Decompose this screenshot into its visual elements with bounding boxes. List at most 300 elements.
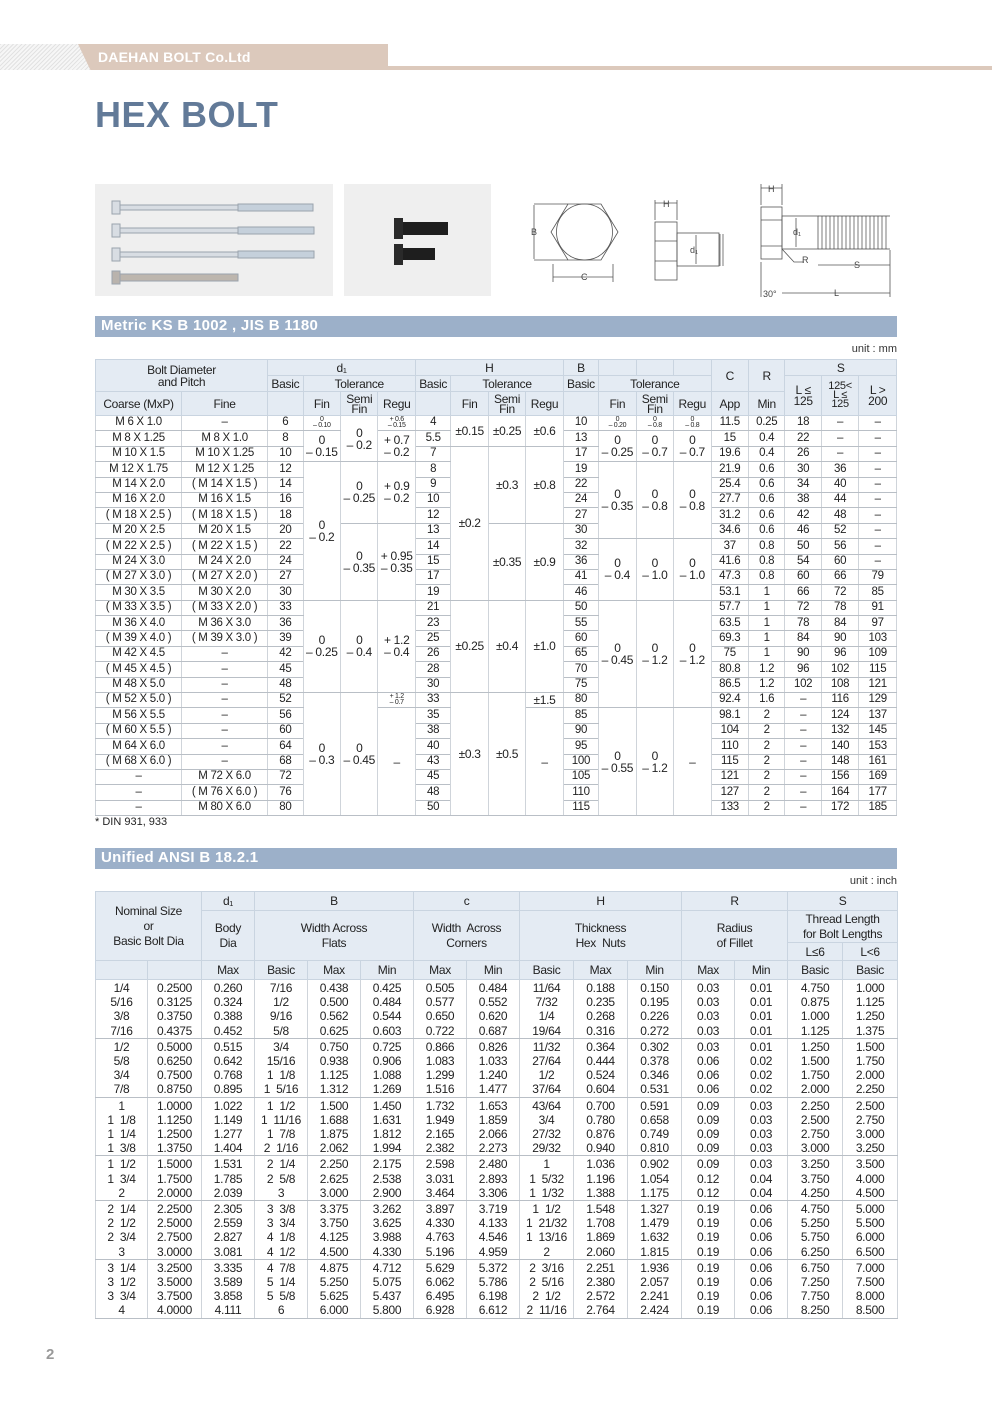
- header-sub-max: Max: [202, 961, 255, 980]
- unified-cell-value: 3/4: [113, 1068, 130, 1083]
- metric-unit: unit : mm: [851, 343, 897, 355]
- unified-cell-value: 3.464: [425, 1185, 455, 1200]
- s-l-gt-200: 145: [859, 723, 897, 738]
- unified-cell-value: 2.380: [586, 1275, 615, 1290]
- h-basic: [520, 1156, 574, 1201]
- tolerance-H-fin: ±0.25: [451, 600, 488, 692]
- fine-size: –: [182, 693, 268, 708]
- unified-table-row-group: [96, 1097, 898, 1156]
- h-basic: 48: [415, 785, 450, 800]
- header-rule: [386, 66, 992, 70]
- unified-cell-value: 4.500: [855, 1185, 885, 1200]
- b-basic: 65: [563, 646, 598, 661]
- unified-cell-value: 1 11/16: [260, 1112, 302, 1127]
- coarse-size: ( M 45 X 4.5 ): [96, 662, 182, 677]
- s-l-le-125: 90: [785, 646, 821, 661]
- unified-cell-value: 4 1/8: [266, 1230, 296, 1245]
- header-stripe-decoration: [0, 44, 90, 70]
- unified-cell-value: 3 1/4: [107, 1260, 136, 1275]
- tolerance-B-fin: 0 – 0.45: [599, 600, 636, 708]
- unified-cell-value: 0.780: [586, 1112, 615, 1127]
- nominal-decimal: [148, 980, 202, 1039]
- s-l-gt-200: 91: [859, 600, 897, 615]
- tolerance-B-regu: 0 – 1.2: [674, 600, 711, 708]
- unified-table-row-group: [96, 1259, 898, 1318]
- s-l-125-200: 66: [821, 569, 858, 584]
- unified-cell-value: 0.03: [750, 1141, 773, 1156]
- header-H-semi: Semi Fin: [488, 392, 525, 416]
- unified-cell-value: 3: [277, 1185, 285, 1200]
- s-l-125-200: 72: [821, 585, 858, 600]
- tolerance-d1-regu: –: [378, 708, 415, 816]
- h-basic: 9: [415, 477, 450, 492]
- header-sub-basic: Basic: [520, 961, 574, 980]
- c-app: 31.2: [711, 508, 748, 523]
- coarse-size: ( M 52 X 5.0 ): [96, 693, 182, 708]
- unified-cell-value: 0.09: [697, 1157, 720, 1172]
- h-basic: 12: [415, 508, 450, 523]
- unified-cell-value: 1 3/4: [107, 1171, 136, 1186]
- h-basic: 50: [415, 800, 450, 815]
- tolerance-B-semi: 0 – 1.2: [636, 600, 673, 708]
- header-S: S: [785, 360, 897, 376]
- unified-cell-value: 4 7/8: [266, 1260, 296, 1275]
- unified-cell-value: 1: [543, 1157, 550, 1172]
- tolerance-B-fin: 0 – 0.35: [599, 462, 636, 539]
- unified-cell-value: 3.306: [478, 1185, 508, 1200]
- r-min: 0.8: [748, 539, 784, 554]
- unified-cell-value: 3.031: [425, 1171, 455, 1186]
- b-min: [361, 1038, 414, 1097]
- header-C: C: [711, 360, 748, 392]
- s-l-le-6: [788, 1097, 843, 1156]
- tolerance-B-fin: 0 – 0.20: [599, 416, 636, 431]
- s-l-125-200: 44: [821, 492, 858, 507]
- s-l-le-125: 18: [785, 416, 821, 431]
- unified-cell-value: 1.500: [800, 1054, 830, 1069]
- unified-cell-value: 0.725: [372, 1039, 402, 1054]
- s-l-gt-200: –: [859, 539, 897, 554]
- unified-cell-value: 0.940: [586, 1141, 615, 1156]
- unified-cell-value: 5.075: [372, 1275, 402, 1290]
- unified-cell-value: 2.750: [800, 1127, 830, 1142]
- d1-basic: 72: [268, 769, 303, 784]
- unified-cell-value: 2.060: [586, 1244, 615, 1259]
- nominal-fraction: [96, 1097, 148, 1156]
- nominal-decimal: [148, 1097, 202, 1156]
- tolerance-d1-fin: 0 – 0.3: [303, 693, 340, 816]
- c-app: 80.8: [711, 662, 748, 677]
- unified-cell-value: 2.750: [855, 1112, 885, 1127]
- unified-cell-value: 3.0000: [157, 1244, 192, 1259]
- unified-cell-value: 43/64: [532, 1098, 561, 1113]
- unified-cell-value: 6.000: [855, 1230, 885, 1245]
- c-app: 110: [711, 739, 748, 754]
- unified-cell-value: 1.388: [586, 1185, 615, 1200]
- h-basic: 17: [415, 569, 450, 584]
- d1-basic: 18: [268, 508, 303, 523]
- unified-cell-value: 1.125: [319, 1068, 349, 1083]
- s-l-125-200: –: [821, 431, 858, 446]
- fine-size: M 12 X 1.25: [182, 462, 268, 477]
- r-min: 1: [748, 631, 784, 646]
- r-min: [735, 980, 788, 1039]
- s-l-gt-200: 161: [859, 754, 897, 769]
- s-l-gt-200: 103: [859, 631, 897, 646]
- c-min: [467, 1156, 520, 1201]
- header-C-app: App: [711, 392, 748, 416]
- unified-cell-value: 11/64: [532, 981, 561, 995]
- tolerance-d1-regu: + 1.2 – 0.4: [378, 600, 415, 692]
- fine-size: –: [182, 646, 268, 661]
- tolerance-d1-regu: + 0.7 – 0.2: [378, 431, 415, 462]
- s-l-le-125: 30: [785, 462, 821, 477]
- unified-cell-value: 0.500: [319, 995, 349, 1010]
- unified-cell-value: 0.03: [750, 1127, 773, 1142]
- fine-size: –: [182, 677, 268, 692]
- r-min: 0.25: [748, 416, 784, 431]
- unified-cell-value: 0.02: [750, 1082, 773, 1097]
- tolerance-H-semi: ±0.3: [488, 446, 525, 523]
- unified-cell-value: 11/32: [532, 1039, 561, 1054]
- company-name: DAEHAN BOLT Co.Ltd: [98, 49, 251, 65]
- unified-cell-value: 4.125: [319, 1230, 349, 1245]
- tolerance-H-regu: ±0.8: [526, 446, 563, 523]
- coarse-size: M 30 X 3.5: [96, 585, 182, 600]
- tolerance-d1-regu: + 1.2 – 0.7: [378, 693, 415, 708]
- header-u-c: c: [414, 892, 520, 911]
- h-basic: 45: [415, 769, 450, 784]
- unified-cell-value: 2 1/2: [532, 1289, 561, 1304]
- r-min: 0.4: [748, 446, 784, 461]
- s-l-le-125: 72: [785, 600, 821, 615]
- unified-cell-value: 0.01: [750, 995, 773, 1010]
- unified-cell-value: 0.603: [372, 1023, 402, 1038]
- hex-bolt-dimension-diagrams: [520, 180, 900, 300]
- unified-table-row-group: [96, 1156, 898, 1201]
- b-max: [308, 980, 361, 1039]
- unified-cell-value: 4: [118, 1303, 125, 1318]
- unified-cell-value: 0.09: [697, 1098, 720, 1113]
- unified-cell-value: 0.8750: [157, 1082, 192, 1097]
- r-min: 2: [748, 754, 784, 769]
- unified-cell-value: 1.632: [640, 1230, 669, 1245]
- s-l-125-200: 36: [821, 462, 858, 477]
- unified-cell-value: 0.01: [750, 1039, 773, 1054]
- unified-cell-value: 1 21/32: [526, 1216, 568, 1231]
- r-min: 0.4: [748, 431, 784, 446]
- s-l-gt-200: –: [859, 508, 897, 523]
- unified-cell-value: 0.531: [640, 1082, 669, 1097]
- header-sub-basic: Basic: [843, 961, 898, 980]
- unified-cell-value: 0.06: [750, 1275, 773, 1290]
- unified-cell-value: 0.625: [319, 1023, 349, 1038]
- unified-cell-value: 2 3/4: [107, 1230, 136, 1245]
- unified-cell-value: 3.897: [425, 1202, 455, 1217]
- unified-cell-value: 29/32: [532, 1141, 561, 1156]
- unified-cell-value: 27/64: [532, 1054, 561, 1069]
- b-basic: [255, 980, 308, 1039]
- unified-cell-value: 0.552: [478, 995, 508, 1010]
- header-d1-fin: Fin: [303, 392, 340, 416]
- unified-cell-value: 6.750: [800, 1260, 830, 1275]
- unified-cell-value: 1.815: [640, 1244, 669, 1259]
- unified-cell-value: 0.591: [640, 1098, 669, 1113]
- unified-cell-value: 1 7/8: [266, 1127, 296, 1142]
- s-l-le-125: –: [785, 723, 821, 738]
- metric-footnote: * DIN 931, 933: [95, 816, 168, 828]
- s-l-le-125: 78: [785, 616, 821, 631]
- unified-cell-value: 1.653: [478, 1098, 508, 1113]
- r-min: 2: [748, 785, 784, 800]
- s-l-125-200: 56: [821, 539, 858, 554]
- fine-size: ( M 33 X 2.0 ): [182, 600, 268, 615]
- header-width-across-flats: Width Across Flats: [255, 911, 414, 961]
- page-title: HEX BOLT: [95, 94, 279, 135]
- unified-cell-value: 0.03: [697, 995, 720, 1010]
- unified-cell-value: 0.06: [750, 1202, 773, 1217]
- unified-cell-value: 0.324: [213, 995, 243, 1010]
- c-app: 37: [711, 539, 748, 554]
- header-thread-length: Thread Length for Bolt Lengths: [788, 911, 898, 943]
- unified-cell-value: 2.066: [478, 1127, 508, 1142]
- b-basic: 36: [563, 554, 598, 569]
- r-min: 2: [748, 800, 784, 815]
- unified-cell-value: 4.133: [478, 1216, 508, 1231]
- header-R: R: [748, 360, 784, 392]
- fine-size: M 16 X 1.5: [182, 492, 268, 507]
- r-min: 0.8: [748, 554, 784, 569]
- s-l-125-200: 148: [821, 754, 858, 769]
- unified-cell-value: 2.241: [640, 1289, 669, 1304]
- coarse-size: M 64 X 6.0: [96, 739, 182, 754]
- s-l-125-200: 90: [821, 631, 858, 646]
- unified-cell-value: 0.444: [586, 1054, 615, 1069]
- unified-cell-value: 2.062: [319, 1141, 349, 1156]
- s-l-le-125: –: [785, 769, 821, 784]
- unified-cell-value: 1.250: [800, 1039, 830, 1054]
- unified-cell-value: 5.800: [372, 1303, 402, 1318]
- s-l-gt-200: 85: [859, 585, 897, 600]
- unified-cell-value: 0.19: [697, 1216, 720, 1231]
- header-fine: Fine: [182, 392, 268, 416]
- unified-cell-value: 2.5000: [157, 1216, 192, 1231]
- header-u-d1: d₁: [202, 892, 255, 911]
- h-basic: 8: [415, 462, 450, 477]
- unified-cell-value: 1.327: [640, 1202, 669, 1217]
- h-basic: 19: [415, 585, 450, 600]
- h-basic: 10: [415, 492, 450, 507]
- unified-cell-value: 2.500: [855, 1098, 885, 1113]
- c-app: 15: [711, 431, 748, 446]
- tolerance-H-regu: ±1.0: [526, 600, 563, 692]
- tolerance-H-semi: ±0.4: [488, 600, 525, 692]
- unified-cell-value: 2.559: [213, 1216, 243, 1231]
- unified-cell-value: 0.03: [697, 1023, 720, 1038]
- unified-cell-value: 0.3750: [157, 1009, 192, 1024]
- b-basic: [255, 1156, 308, 1201]
- nominal-decimal: [148, 1259, 202, 1318]
- h-max: [574, 1038, 628, 1097]
- b-basic: [255, 1038, 308, 1097]
- unified-cell-value: 5/8: [273, 1023, 289, 1038]
- h-min: [628, 980, 682, 1039]
- tolerance-H-fin: ±0.3: [451, 693, 488, 816]
- unified-cell-value: 7.750: [800, 1289, 830, 1304]
- unified-cell-value: 0.810: [640, 1141, 669, 1156]
- header-d1-tolerance: Tolerance: [303, 376, 415, 392]
- unified-cell-value: 6.062: [425, 1275, 455, 1290]
- fine-size: M 80 X 6.0: [182, 800, 268, 815]
- unified-cell-value: 0.700: [586, 1098, 615, 1113]
- s-l-125-200: 96: [821, 646, 858, 661]
- unified-cell-value: 2.057: [640, 1275, 669, 1290]
- unified-cell-value: 2.480: [478, 1157, 508, 1172]
- unified-cell-value: 3.262: [372, 1202, 402, 1217]
- unified-cell-value: 4.330: [425, 1216, 455, 1231]
- metric-table-row: [96, 693, 897, 708]
- tolerance-d1-fin: 0 – 0.10: [303, 416, 340, 431]
- unified-cell-value: 1.240: [478, 1068, 508, 1083]
- s-l-gt-200: 177: [859, 785, 897, 800]
- h-basic: 7: [415, 446, 450, 461]
- r-min: 2: [748, 739, 784, 754]
- s-l-gt-200: –: [859, 477, 897, 492]
- d1-basic: 27: [268, 569, 303, 584]
- s-l-gt-200: –: [859, 431, 897, 446]
- tolerance-B-regu: 0 – 0.8: [674, 416, 711, 431]
- d1-basic: 16: [268, 492, 303, 507]
- unified-cell-value: 9/16: [269, 1009, 293, 1024]
- unified-cell-value: 2.2500: [157, 1202, 192, 1217]
- s-l-gt-200: 115: [859, 662, 897, 677]
- unified-cell-value: 0.06: [750, 1303, 773, 1318]
- unified-table-row-group: [96, 1201, 898, 1260]
- tolerance-B-semi: 0 – 1.2: [636, 708, 673, 816]
- unified-cell-value: 1.175: [640, 1185, 669, 1200]
- b-basic: 55: [563, 616, 598, 631]
- fine-size: M 24 X 2.0: [182, 554, 268, 569]
- s-l-le-6: [788, 1156, 843, 1201]
- unified-cell-value: 1/4: [538, 1009, 555, 1024]
- s-l-gt-200: –: [859, 462, 897, 477]
- tolerance-B-fin: 0 – 0.55: [599, 708, 636, 816]
- unified-cell-value: 3.2500: [157, 1260, 192, 1275]
- unified-cell-value: 0.302: [640, 1039, 669, 1054]
- unified-cell-value: 0.484: [372, 995, 402, 1010]
- fine-size: –: [182, 708, 268, 723]
- b-max: [308, 1097, 361, 1156]
- unified-cell-value: 0.750: [319, 1039, 349, 1054]
- s-l-gt-200: 121: [859, 677, 897, 692]
- b-max: [308, 1038, 361, 1097]
- b-min: [361, 980, 414, 1039]
- body-dia-max: [202, 1156, 255, 1201]
- unified-cell-value: 4.750: [800, 981, 830, 995]
- unified-cell-value: 1.083: [425, 1054, 455, 1069]
- unified-cell-value: 0.12: [697, 1171, 720, 1186]
- unified-cell-value: 0.378: [640, 1054, 669, 1069]
- unified-cell-value: 0.895: [213, 1082, 243, 1097]
- unified-cell-value: 2.893: [478, 1171, 508, 1186]
- unified-cell-value: 37/64: [532, 1082, 561, 1097]
- fine-size: M 10 X 1.25: [182, 446, 268, 461]
- h-basic: 13: [415, 523, 450, 538]
- tolerance-B-semi: 0 – 1.0: [636, 539, 673, 601]
- unified-table-row-group: [96, 980, 898, 1039]
- unified-cell-value: 4.959: [478, 1244, 508, 1259]
- coarse-size: –: [96, 785, 182, 800]
- d1-basic: 52: [268, 693, 303, 708]
- header-nominal-size: Nominal Size or Basic Bolt Dia: [96, 892, 202, 961]
- tolerance-B-fin: 0 – 0.4: [599, 539, 636, 601]
- unified-cell-value: 1 3/8: [107, 1141, 136, 1156]
- unified-cell-value: 2.500: [800, 1112, 830, 1127]
- unified-cell-value: 0.01: [750, 1023, 773, 1038]
- unified-cell-value: 0.577: [425, 995, 455, 1010]
- unified-cell-value: 1 1/2: [532, 1202, 561, 1217]
- r-min: 1.2: [748, 677, 784, 692]
- header-B-fin: Fin: [599, 392, 636, 416]
- s-l-le-125: 26: [785, 446, 821, 461]
- r-min: 1: [748, 585, 784, 600]
- unified-cell-value: 0.06: [697, 1082, 720, 1097]
- b-basic: 60: [563, 631, 598, 646]
- b-basic: 41: [563, 569, 598, 584]
- c-app: 27.7: [711, 492, 748, 507]
- b-basic: 32: [563, 539, 598, 554]
- d1-basic: 42: [268, 646, 303, 661]
- unified-cell-value: 5.750: [800, 1230, 830, 1245]
- unified-cell-value: 1.936: [640, 1260, 669, 1275]
- unified-cell-value: 0.505: [425, 981, 455, 995]
- s-l-125-200: 164: [821, 785, 858, 800]
- s-l-gt-200: 153: [859, 739, 897, 754]
- fine-size: –: [182, 662, 268, 677]
- unified-cell-value: 5.625: [319, 1289, 349, 1304]
- header-sub-basic: Basic: [255, 961, 308, 980]
- unified-cell-value: 6.495: [425, 1289, 455, 1304]
- unified-cell-value: 3.719: [478, 1202, 508, 1217]
- unified-cell-value: 1.149: [213, 1112, 243, 1127]
- unified-cell-value: 2.764: [586, 1303, 615, 1318]
- unified-cell-value: 1 5/16: [263, 1082, 299, 1097]
- coarse-size: –: [96, 769, 182, 784]
- r-max: [682, 980, 735, 1039]
- unified-cell-value: 3/4: [538, 1112, 555, 1127]
- unified-cell-value: 1.500: [319, 1098, 349, 1113]
- d1-basic: 56: [268, 708, 303, 723]
- coarse-size: M 6 X 1.0: [96, 416, 182, 431]
- b-basic: 27: [563, 508, 598, 523]
- s-l-le-6: [788, 1201, 843, 1260]
- unified-cell-value: 3.000: [319, 1185, 349, 1200]
- unified-cell-value: 0.06: [697, 1068, 720, 1083]
- unified-cell-value: 4.0000: [157, 1303, 192, 1318]
- header-sub-min: Min: [628, 961, 682, 980]
- unified-cell-value: 3.250: [800, 1157, 830, 1172]
- label-angle: 30°: [763, 289, 777, 299]
- unified-cell-value: 7/16: [110, 1023, 133, 1038]
- d1-basic: 6: [268, 416, 303, 431]
- label-C: C: [581, 272, 588, 282]
- unified-cell-value: 0.425: [372, 981, 402, 995]
- s-l-le-125: –: [785, 785, 821, 800]
- s-l-125-200: 60: [821, 554, 858, 569]
- h-basic: 5.5: [415, 431, 450, 446]
- unified-cell-value: 0.04: [750, 1171, 773, 1186]
- d1-basic: 60: [268, 723, 303, 738]
